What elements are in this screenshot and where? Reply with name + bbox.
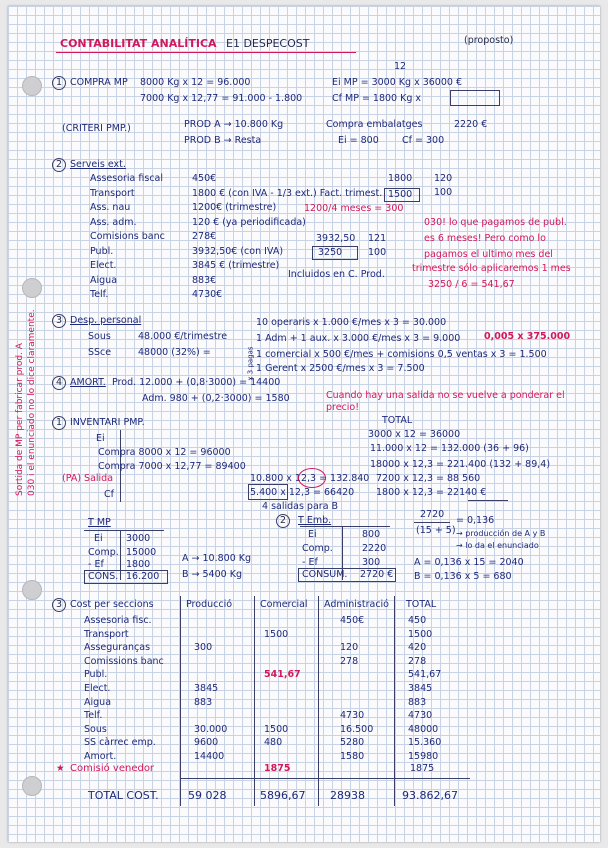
- s2-item-value: 3932,50€ (con IVA): [192, 245, 284, 257]
- s2-note2: es 6 meses! Pero como lo: [424, 233, 546, 244]
- total-underline: [468, 500, 508, 501]
- s1-twelve: 12: [394, 61, 407, 72]
- title-underline: [56, 52, 356, 53]
- inv-sal: 4 salidas para B: [262, 501, 339, 512]
- table-num: 3: [56, 599, 63, 610]
- cost-cell: 4730: [408, 710, 433, 722]
- s2-note3: pagamos el ultimo mes del: [424, 249, 553, 260]
- s2-item-value: 3845 € (trimestre): [192, 260, 280, 271]
- cost-cell: 16.500: [340, 723, 374, 735]
- cost-cell: 1580: [340, 751, 365, 762]
- s3-line4: 1 Gerent x 2500 €/mes x 3 = 7.500: [256, 363, 425, 374]
- emb-ra: A = 0,136 x 15 = 2040: [414, 557, 524, 568]
- binder-hole: [22, 76, 42, 96]
- s2-note1: 030! lo que pagamos de publ.: [424, 217, 567, 228]
- col-produccio: Producció: [186, 599, 233, 610]
- col-divider: [394, 596, 395, 806]
- inv-num: 1: [56, 417, 63, 428]
- binder-hole: [22, 278, 42, 298]
- s1-proda: PROD A → 10.800 Kg: [184, 119, 284, 130]
- s2-label: Serveis ext.: [70, 159, 126, 170]
- s2-publ-r1: 3932,50: [316, 233, 356, 244]
- s2-item-name: Elect.: [90, 260, 117, 271]
- total-t: 93.862,67: [402, 789, 458, 802]
- s3-label: Desp. personal: [70, 315, 142, 326]
- cost-cell: 15980: [408, 751, 439, 762]
- emb-ef-val: 300: [362, 557, 381, 568]
- highlight-circle: [298, 468, 326, 488]
- cost-cell: 15.360: [408, 737, 442, 749]
- cost-cell: 278: [408, 655, 427, 667]
- s2-publ-q2: 100: [368, 247, 387, 258]
- emb-rb: B = 0,136 x 5 = 680: [414, 571, 512, 582]
- cost-cell: 3845: [194, 683, 219, 694]
- answer-box: [450, 90, 500, 106]
- proposed-note: (proposto): [464, 35, 514, 46]
- s2-transport-q2: 100: [434, 187, 453, 198]
- s3-num: 3: [56, 315, 63, 326]
- cost-cell: 883: [194, 696, 213, 708]
- emb-ef: - Ef: [302, 557, 318, 568]
- mp-title: T MP: [88, 517, 111, 528]
- mp-cons-val: 16.200: [126, 571, 160, 582]
- cost-cell: 48000: [408, 723, 439, 735]
- cost-cell: 5280: [340, 737, 365, 749]
- s2-transport-r2: 1500: [388, 189, 413, 200]
- s2-transport-r1: 1800: [388, 173, 413, 184]
- mp-ei-val: 3000: [126, 533, 151, 544]
- mp-comp: Comp.: [88, 547, 119, 558]
- emb-comp: Comp.: [302, 543, 333, 554]
- s2-note5: 3250 / 6 = 541,67: [428, 279, 515, 290]
- s1-emb: Compra embalatges: [326, 119, 423, 130]
- s2-item-name: Ass. adm.: [90, 216, 137, 228]
- cost-row-label: Telf.: [84, 710, 103, 722]
- s1-line1: 8000 Kg x 12 = 96.000: [140, 77, 251, 88]
- s2-note4: trimestre sólo aplicaremos 1 mes: [412, 263, 571, 274]
- cost-row-label: Assesoria fisc.: [84, 615, 152, 626]
- col-comercial: Comercial: [260, 599, 308, 610]
- total-label: TOTAL COST.: [88, 789, 159, 802]
- cost-row-label: Publ.: [84, 669, 108, 681]
- cost-cell: 9600: [194, 737, 219, 749]
- total-c: 5896,67: [260, 789, 306, 802]
- s2-item-name: Telf.: [90, 289, 109, 300]
- mp-ef-val: 1800: [126, 559, 151, 570]
- inv-t3: 18000 x 12,3 = 221.400 (132 + 89,4): [370, 459, 551, 470]
- total-a: 28938: [330, 789, 365, 802]
- cost-cell: 480: [264, 737, 283, 749]
- s2-item-value: 4730€: [192, 289, 223, 300]
- s2-item-name: Publ.: [90, 245, 114, 257]
- inv-t2: 11.000 x 12 = 132.000 (36 + 96): [370, 443, 529, 454]
- emb-comp-val: 2220: [362, 543, 387, 554]
- s1-ei: Ei MP = 3000 Kg x 36000 €: [332, 77, 462, 88]
- mp-cons: CONS.: [88, 571, 119, 582]
- cost-cell: 30.000: [194, 723, 228, 735]
- s3-ssce: SSce: [88, 347, 112, 358]
- star-icon: ★: [56, 763, 65, 774]
- col-total: TOTAL: [406, 599, 437, 610]
- s2-incl: Incluidos en C. Prod.: [288, 269, 385, 280]
- s2-item-name: Ass. nau: [90, 202, 131, 213]
- emb-ei: Ei: [308, 529, 317, 540]
- s2-item-name: Aigua: [90, 274, 118, 286]
- s2-item-value: 1800 € (con IVA - 1/3 ext.) Fact. trimest.: [192, 187, 383, 199]
- col-administracio: Administració: [324, 599, 389, 610]
- cost-row-label: Sous: [84, 723, 107, 735]
- cost-cell: 120: [340, 642, 359, 654]
- cost-cell: 278: [340, 655, 359, 667]
- s2-publ-q: 121: [368, 233, 387, 244]
- emb-frac-res: = 0,136: [456, 515, 495, 526]
- emb-note1: → producción de A y B: [456, 529, 546, 538]
- s4-adm: Adm. 980 + (0,2·3000) = 1580: [142, 393, 290, 404]
- cost-cell: 541,67: [264, 669, 301, 681]
- inv-t4: 7200 x 12,3 = 88 560: [376, 473, 481, 484]
- s2-nau-calc: 1200/4 meses = 300: [304, 203, 404, 214]
- com-tot: 1875: [410, 763, 435, 774]
- mp-b: B → 5400 Kg: [182, 569, 242, 580]
- cost-row-label: Aigua: [84, 696, 112, 708]
- mp-a: A → 10.800 Kg: [182, 553, 252, 564]
- s2-item-name: Assesoria fiscal: [90, 173, 164, 184]
- s3-line1: 10 operaris x 1.000 €/mes x 3 = 30.000: [256, 317, 447, 328]
- inv-t5: 1800 x 12,3 = 22140 €: [376, 487, 487, 498]
- s2-transport-q: 120: [434, 173, 453, 184]
- s2-item-value: 1200€ (trimestre): [192, 202, 277, 213]
- s1-num: 1: [56, 77, 63, 88]
- cost-row-label: SS càrrec emp.: [84, 737, 156, 749]
- mp-ef: - Ef: [88, 559, 104, 570]
- s1-emb-val: 2220 €: [454, 119, 488, 130]
- inv-s2: 5.400 x 12,3 = 66420: [250, 487, 355, 498]
- mp-ei: Ei: [94, 533, 103, 544]
- cost-row-label: Comissions banc: [84, 655, 164, 667]
- s1-cfmp: Cf MP = 1800 Kg x: [332, 93, 422, 104]
- inv-pa: (PA) Salida: [62, 473, 114, 484]
- mp-comp-val: 15000: [126, 547, 157, 558]
- s3-line2: 1 Adm + 1 aux. x 3.000 €/mes x 3 = 9.000: [256, 333, 461, 344]
- inv-c1: Compra 8000 x 12 = 96000: [98, 447, 231, 458]
- s1-cf-emb: Cf = 300: [402, 135, 445, 146]
- cost-cell: 1500: [264, 628, 289, 640]
- col-divider: [318, 596, 319, 806]
- s1-prodb: PROD B → Resta: [184, 135, 262, 146]
- s1-label: COMPRA MP: [70, 77, 128, 88]
- s4-num: 4: [56, 377, 63, 388]
- side-note: [14, 309, 38, 496]
- s3-comision: 0,005 x 375.000: [484, 331, 571, 342]
- t-account-top: [300, 526, 390, 527]
- emb-note2: → lo da el enunciado: [456, 541, 539, 550]
- side-note-line1: Sortida de MP per fabricar prod. A: [15, 343, 25, 496]
- cost-cell: 14400: [194, 751, 225, 762]
- s2-item-value: 120 € (ya periodificada): [192, 216, 306, 228]
- s4-label: AMORT.: [70, 377, 106, 388]
- total-rule: [180, 778, 470, 779]
- s4-note: Cuando hay una salida no se vuelve a ponderar el precio!: [326, 390, 565, 413]
- emb-cons-val: 2720 €: [360, 569, 394, 580]
- cost-row-label: Elect.: [84, 683, 111, 694]
- inv-c2: Compra 7000 x 12,77 = 89400: [98, 461, 246, 472]
- cost-row-label: Asseguranças: [84, 642, 151, 654]
- s3-line3: 1 comercial x 500 €/mes + comisions 0,5 ventas x 3 = 1.500: [256, 349, 547, 360]
- binder-hole: [22, 776, 42, 796]
- table-label: Cost per seccions: [70, 599, 154, 610]
- inv-s1: 10.800 x 12,3 = 132.840: [250, 473, 370, 484]
- fraction-bar: [414, 522, 450, 523]
- com-val: 1875: [264, 763, 291, 774]
- page-title: CONTABILITAT ANALÍTICA: [60, 37, 217, 50]
- cost-cell: 420: [408, 642, 427, 654]
- s2-item-name: Comisions banc: [90, 231, 165, 242]
- s4-prod: Prod. 12.000 + (0,8·3000) = 14400: [112, 377, 281, 388]
- cost-cell: 450€: [340, 615, 365, 626]
- col-divider: [180, 596, 181, 806]
- s2-publ-r2: 3250: [318, 247, 343, 258]
- com-label: Comisió venedor: [70, 763, 155, 774]
- inv-ei: Ei: [96, 433, 105, 444]
- emb-frac1: 2720: [420, 509, 445, 520]
- emb-num: 2: [280, 515, 287, 526]
- cost-cell: 1500: [264, 723, 289, 735]
- s2-item-value: 450€: [192, 173, 217, 184]
- s2-item-name: Transport: [90, 187, 135, 199]
- emb-title: T Emb.: [298, 515, 332, 526]
- cost-cell: 4730: [340, 710, 365, 722]
- emb-ei-val: 800: [362, 529, 381, 540]
- s2-item-value: 278€: [192, 231, 217, 242]
- cost-cell: 1500: [408, 628, 433, 640]
- inv-label: INVENTARI PMP.: [70, 417, 145, 428]
- binder-hole: [22, 580, 42, 600]
- s2-item-value: 883€: [192, 274, 217, 286]
- inv-t1: 3000 x 12 = 36000: [368, 429, 461, 440]
- s1-line2: 7000 Kg x 12,77 = 91.000 - 1.800: [140, 93, 303, 104]
- side-note-line2: 030 i el enunciado no lo dice claramente.: [27, 309, 37, 496]
- col-divider: [254, 596, 255, 806]
- inv-total: TOTAL: [382, 415, 413, 426]
- exercise-label: E1 DESPECOST: [226, 37, 310, 50]
- inv-cf: Cf: [104, 489, 114, 500]
- s1-criteri: (CRITERI PMP.): [62, 123, 131, 134]
- cost-cell: 541,67: [408, 669, 442, 681]
- s3-sous: Sous: [88, 331, 111, 342]
- cost-cell: 3845: [408, 683, 433, 694]
- s3-sous-val: 48.000 €/trimestre: [138, 331, 228, 342]
- cost-row-label: Transport: [84, 628, 129, 640]
- cost-cell: 450: [408, 615, 427, 626]
- emb-cons: CONSUM.: [302, 569, 348, 580]
- emb-frac2: (15 + 5): [416, 525, 456, 536]
- cost-cell: 300: [194, 642, 213, 654]
- s3-pagas: x 3 pagas: [246, 346, 255, 381]
- t-account-top: [84, 530, 164, 531]
- s3-ssce-val: 48000 (32%) =: [138, 347, 211, 358]
- total-p: 59 028: [188, 789, 227, 802]
- cost-cell: 883: [408, 696, 427, 708]
- notebook-page: [8, 6, 600, 842]
- s2-num: 2: [56, 159, 63, 170]
- cost-row-label: Amort.: [84, 751, 117, 762]
- salida-box: [248, 484, 288, 500]
- s1-ei-emb: Ei = 800: [338, 135, 379, 146]
